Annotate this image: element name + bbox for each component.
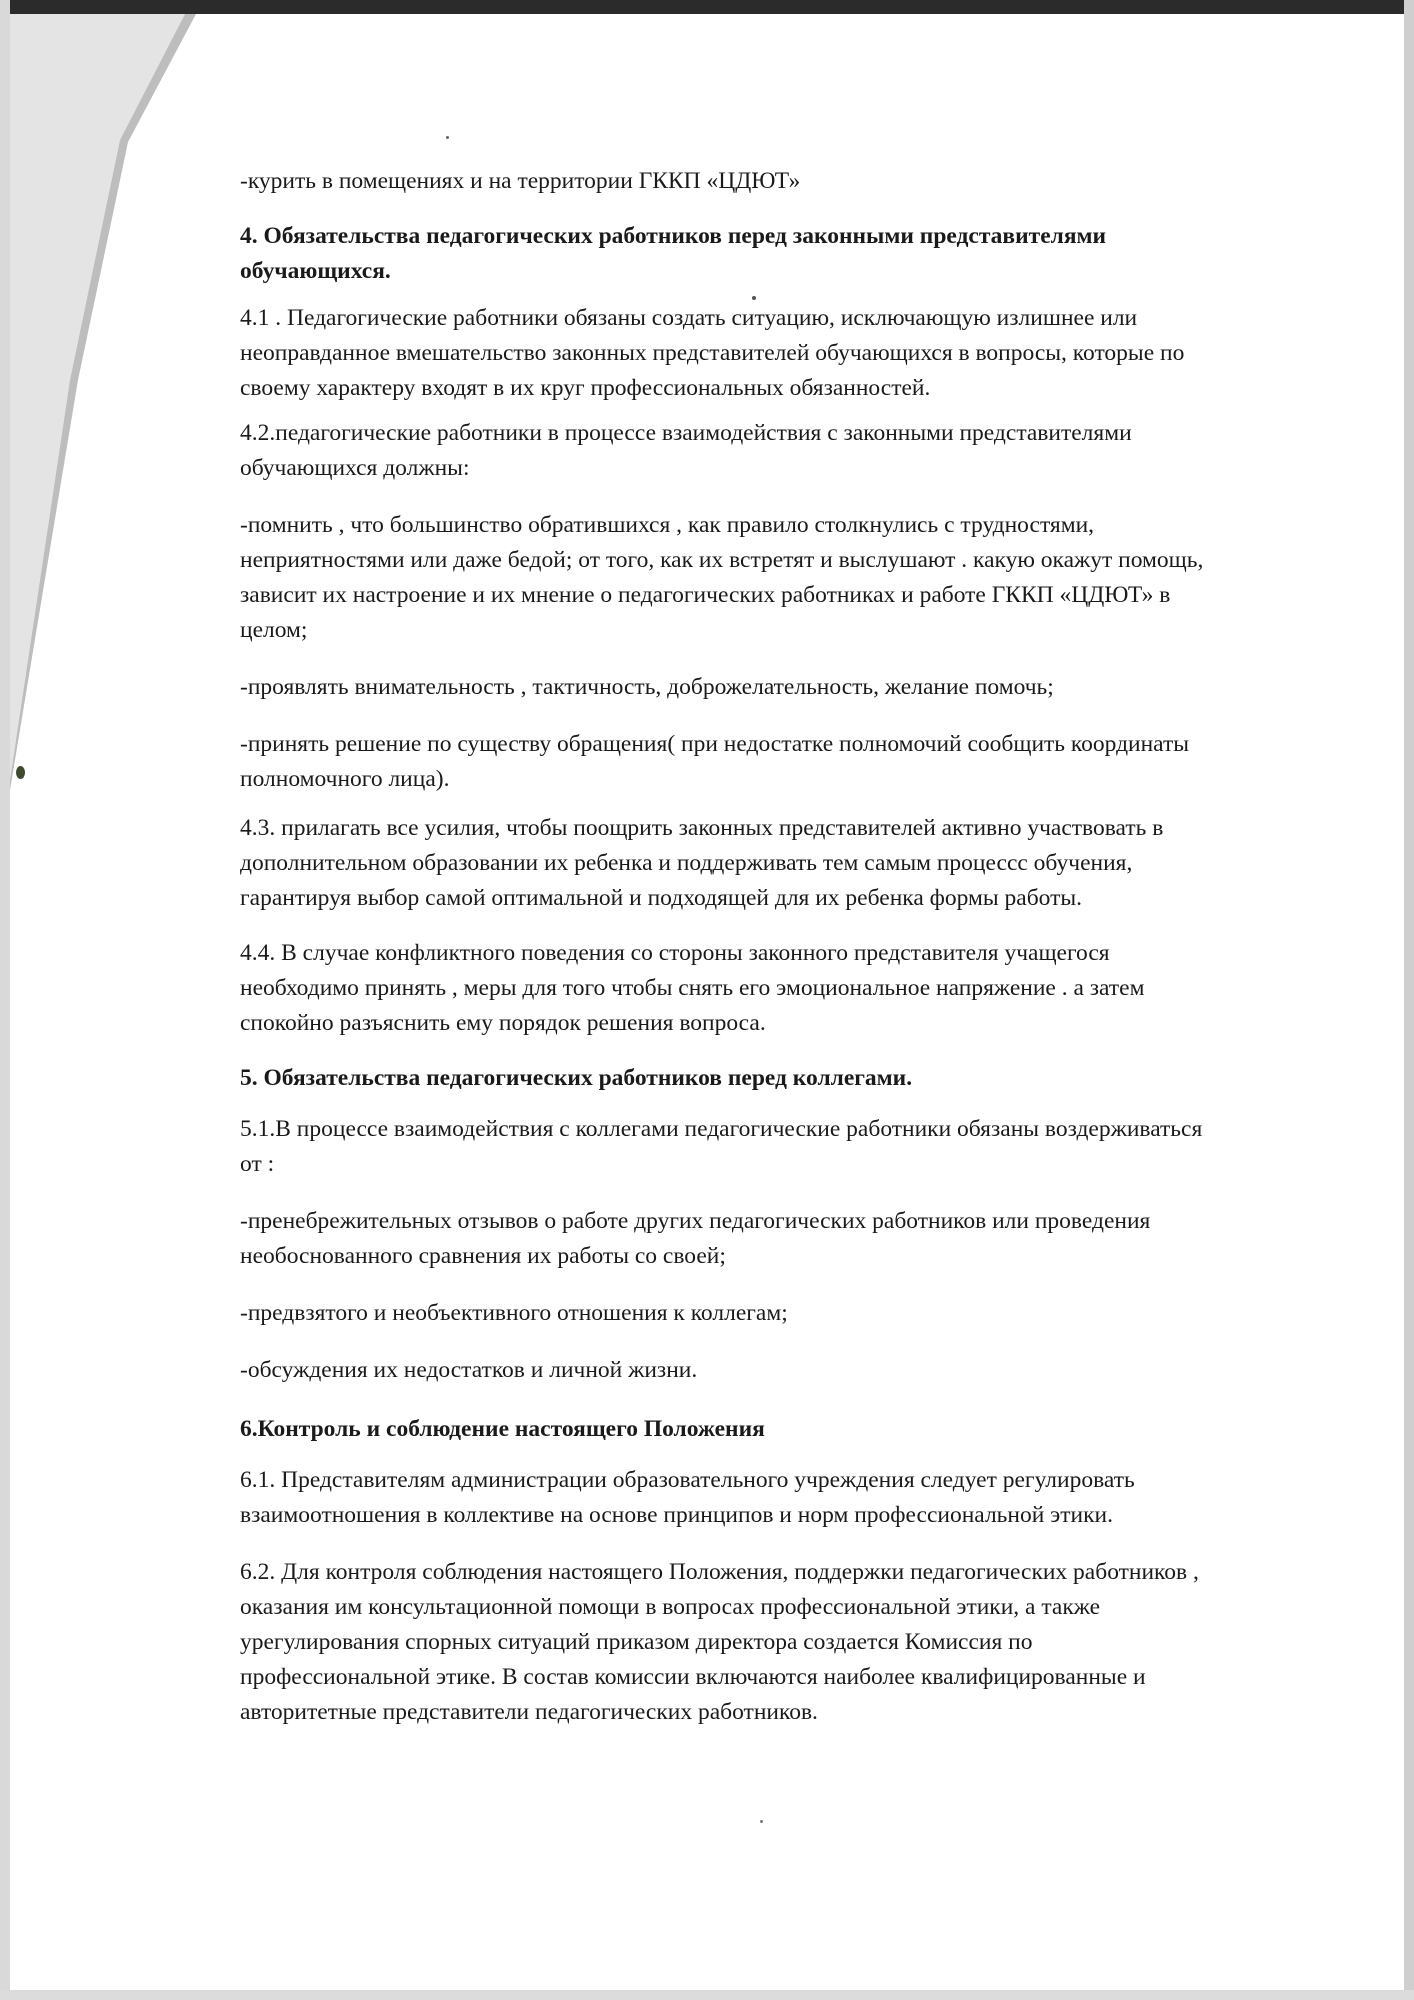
text-line: неприятностями или даже бедой; от того, как их встретят и выслушают . какую окажут помощь, — [240, 547, 1204, 573]
text-line: урегулирования спорных ситуаций приказом директора создается Комиссия по — [240, 1629, 1033, 1655]
text-line: необоснованного сравнения их работы со своей; — [240, 1243, 726, 1269]
bullet-4-2-c — [240, 727, 1350, 797]
text-line: -проявлять внимательность , тактичность, доброжелательность, желание помочь; — [240, 674, 1054, 700]
scan-speck — [16, 766, 25, 779]
document-page — [240, 160, 1350, 1730]
text-line: 4.1 . Педагогические работники обязаны создать ситуацию, исключающую излишнее или — [240, 305, 1138, 331]
paragraph-4-4 — [240, 936, 1350, 1041]
text-line: 5.1.В процессе взаимодействия с коллегами педагогические работники обязаны воздерживаться — [240, 1116, 1203, 1142]
intro-line: -курить в помещениях и на территории ГККП «ЦДЮТ» — [240, 168, 801, 194]
section-5 — [240, 1061, 1350, 1388]
text-line: гарантируя выбор самой оптимальной и подходящей для их ребенка формы работы. — [240, 885, 1083, 911]
scan-speck — [446, 136, 449, 139]
text-line: необходимо принять , меры для того чтобы снять его эмоциональное напряжение . а затем — [240, 975, 1145, 1001]
text-line: 4.3. прилагать все усилия, чтобы поощрить законных представителей активно участвовать в — [240, 815, 1164, 841]
text-line: неоправданное вмешательство законных представителей обучающихся в вопросы, которые по — [240, 340, 1185, 366]
bullet-5-1-a — [240, 1204, 1350, 1274]
text-line: 6.2. Для контроля соблюдения настоящего Положения, поддержки педагогических работников , — [240, 1559, 1199, 1585]
text-line: 6.1. Представителям администрации образовательного учреждения следует регулировать — [240, 1467, 1135, 1493]
text-line: 4.4. В случае конфликтного поведения со стороны законного представителя учащегося — [240, 940, 1110, 966]
text-line: обучающихся должны: — [240, 455, 470, 481]
section-4-heading-line-1: 4. Обязательства педагогических работников перед законными представителями — [240, 223, 1107, 249]
text-line: оказания им консультационной помощи в вопросах профессиональной этики, а также — [240, 1594, 1101, 1620]
paragraph-4-2 — [240, 416, 1350, 486]
text-line: полномочного лица). — [240, 766, 450, 792]
paragraph-4-3 — [240, 811, 1350, 916]
section-6 — [240, 1412, 1350, 1730]
text-line: дополнительном образовании их ребенка и поддерживать тем самым процессс обучения, — [240, 850, 1133, 876]
text-line: -обсуждения их недостатков и личной жизни. — [240, 1357, 698, 1383]
bullet-5-1-c — [240, 1353, 1350, 1388]
text-line: 4.2.педагогические работники в процессе взаимодействия с законными представителями — [240, 420, 1132, 446]
text-line: взаимоотношения в коллективе на основе принципов и норм профессиональной этики. — [240, 1502, 1113, 1528]
text-line: -принять решение по существу обращения( при недостатке полномочий сообщить координаты — [240, 731, 1190, 757]
text-line: своему характеру входят в их круг профессиональных обязанностей. — [240, 375, 931, 401]
text-line: от : — [240, 1151, 275, 1177]
paragraph-6-2 — [240, 1555, 1350, 1730]
paragraph-4-1 — [240, 301, 1350, 406]
scan-speck — [760, 1820, 763, 1823]
text-line: профессиональной этике. В состав комиссии включаются наиболее квалифицированные и — [240, 1664, 1146, 1690]
text-line: -предвзятого и необъективного отношения к коллегам; — [240, 1300, 788, 1326]
text-line: спокойно разъяснить ему порядок решения вопроса. — [240, 1010, 766, 1036]
text-line: зависит их настроение и их мнение о педагогических работниках и работе ГККП «ЦДЮТ» в — [240, 582, 1171, 608]
bullet-4-2-b — [240, 670, 1350, 705]
bullet-4-2-a — [240, 508, 1350, 648]
text-line: -пренебрежительных отзывов о работе других педагогических работников или проведения — [240, 1208, 1151, 1234]
paragraph-6-1 — [240, 1463, 1350, 1533]
bullet-5-1-b — [240, 1296, 1350, 1331]
section-4-heading-line-2: обучающихся. — [240, 258, 391, 284]
text-line: целом; — [240, 617, 308, 643]
paragraph-5-1 — [240, 1112, 1350, 1182]
section-4 — [240, 219, 1350, 1041]
section-5-heading: 5. Обязательства педагогических работников перед коллегами. — [240, 1065, 913, 1091]
text-line: авторитетные представители педагогических работников. — [240, 1699, 818, 1725]
section-6-heading: 6.Контроль и соблюдение настоящего Положения — [240, 1416, 765, 1442]
text-line: -помнить , что большинство обратившихся , как правило столкнулись с трудностями, — [240, 512, 1095, 538]
